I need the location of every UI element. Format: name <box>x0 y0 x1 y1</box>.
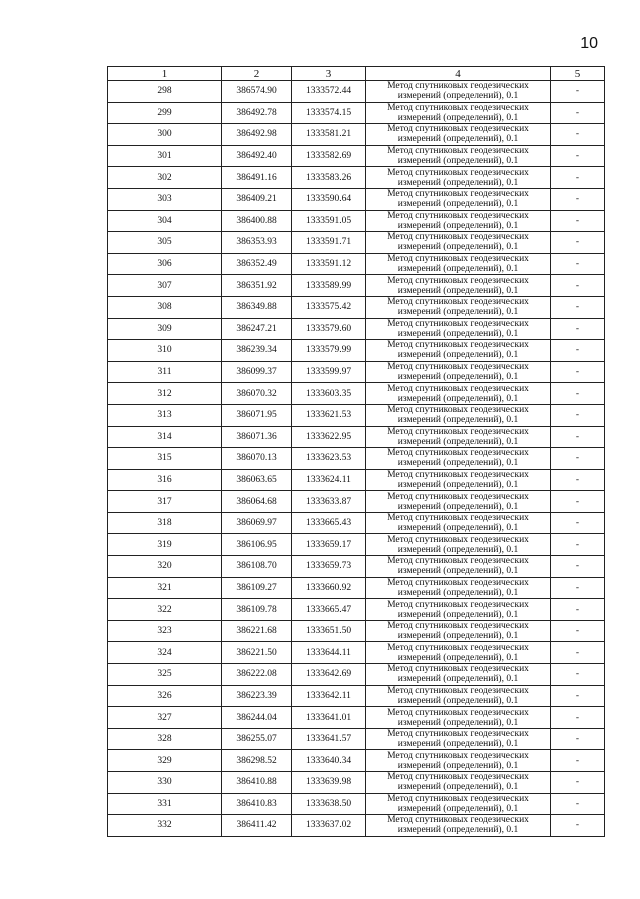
x-coordinate-cell: 386353.93 <box>222 232 292 254</box>
point-number-cell: 302 <box>108 167 222 189</box>
note-cell: - <box>551 728 605 750</box>
note-cell: - <box>551 232 605 254</box>
column-header-5: 5 <box>551 67 605 81</box>
note-cell: - <box>551 577 605 599</box>
table-row <box>108 232 605 254</box>
x-coordinate-cell: 386491.16 <box>222 167 292 189</box>
point-number-cell: 303 <box>108 188 222 210</box>
note-cell: - <box>551 772 605 794</box>
point-number-cell: 308 <box>108 296 222 318</box>
table-row <box>108 620 605 642</box>
x-coordinate-cell: 386492.98 <box>222 124 292 146</box>
point-number-cell: 317 <box>108 491 222 513</box>
method-cell: Метод спутниковых геодезических измерений (определений), 0.1 <box>366 167 551 189</box>
table-row <box>108 772 605 794</box>
x-coordinate-cell: 386298.52 <box>222 750 292 772</box>
y-coordinate-cell: 1333582.69 <box>292 145 366 167</box>
point-number-cell: 320 <box>108 556 222 578</box>
method-cell: Метод спутниковых геодезических измерений (определений), 0.1 <box>366 728 551 750</box>
point-number-cell: 300 <box>108 124 222 146</box>
table-row <box>108 815 605 837</box>
method-cell: Метод спутниковых геодезических измерений (определений), 0.1 <box>366 664 551 686</box>
y-coordinate-cell: 1333591.05 <box>292 210 366 232</box>
page-number: 10 <box>580 35 598 52</box>
method-cell: Метод спутниковых геодезических измерений (определений), 0.1 <box>366 188 551 210</box>
y-coordinate-cell: 1333589.99 <box>292 275 366 297</box>
method-cell: Метод спутниковых геодезических измерений (определений), 0.1 <box>366 81 551 103</box>
point-number-cell: 306 <box>108 253 222 275</box>
note-cell: - <box>551 469 605 491</box>
note-cell: - <box>551 318 605 340</box>
table-row <box>108 685 605 707</box>
point-number-cell: 324 <box>108 642 222 664</box>
table-row <box>108 145 605 167</box>
note-cell: - <box>551 642 605 664</box>
table-row <box>108 599 605 621</box>
x-coordinate-cell: 386255.07 <box>222 728 292 750</box>
x-coordinate-cell: 386109.27 <box>222 577 292 599</box>
note-cell: - <box>551 210 605 232</box>
y-coordinate-cell: 1333659.17 <box>292 534 366 556</box>
y-coordinate-cell: 1333591.12 <box>292 253 366 275</box>
y-coordinate-cell: 1333639.98 <box>292 772 366 794</box>
header-row <box>108 67 605 81</box>
note-cell: - <box>551 383 605 405</box>
point-number-cell: 315 <box>108 448 222 470</box>
column-header-2: 2 <box>222 67 292 81</box>
table-row <box>108 275 605 297</box>
note-cell: - <box>551 124 605 146</box>
point-number-cell: 328 <box>108 728 222 750</box>
x-coordinate-cell: 386106.95 <box>222 534 292 556</box>
x-coordinate-cell: 386064.68 <box>222 491 292 513</box>
note-cell: - <box>551 793 605 815</box>
point-number-cell: 330 <box>108 772 222 794</box>
coordinates-table <box>107 66 605 837</box>
y-coordinate-cell: 1333638.50 <box>292 793 366 815</box>
point-number-cell: 319 <box>108 534 222 556</box>
y-coordinate-cell: 1333622.95 <box>292 426 366 448</box>
note-cell: - <box>551 556 605 578</box>
method-cell: Метод спутниковых геодезических измерений (определений), 0.1 <box>366 318 551 340</box>
point-number-cell: 312 <box>108 383 222 405</box>
y-coordinate-cell: 1333665.43 <box>292 512 366 534</box>
table-row <box>108 728 605 750</box>
y-coordinate-cell: 1333633.87 <box>292 491 366 513</box>
note-cell: - <box>551 188 605 210</box>
method-cell: Метод спутниковых геодезических измерений (определений), 0.1 <box>366 210 551 232</box>
x-coordinate-cell: 386221.68 <box>222 620 292 642</box>
method-cell: Метод спутниковых геодезических измерений (определений), 0.1 <box>366 491 551 513</box>
note-cell: - <box>551 707 605 729</box>
table-row <box>108 664 605 686</box>
y-coordinate-cell: 1333590.64 <box>292 188 366 210</box>
y-coordinate-cell: 1333659.73 <box>292 556 366 578</box>
x-coordinate-cell: 386070.13 <box>222 448 292 470</box>
table-row <box>108 577 605 599</box>
table-row <box>108 750 605 772</box>
y-coordinate-cell: 1333624.11 <box>292 469 366 491</box>
method-cell: Метод спутниковых геодезических измерений (определений), 0.1 <box>366 253 551 275</box>
table-row <box>108 318 605 340</box>
note-cell: - <box>551 685 605 707</box>
point-number-cell: 304 <box>108 210 222 232</box>
note-cell: - <box>551 448 605 470</box>
method-cell: Метод спутниковых геодезических измерений (определений), 0.1 <box>366 642 551 664</box>
table-row <box>108 124 605 146</box>
point-number-cell: 329 <box>108 750 222 772</box>
note-cell: - <box>551 599 605 621</box>
method-cell: Метод спутниковых геодезических измерений (определений), 0.1 <box>366 815 551 837</box>
y-coordinate-cell: 1333603.35 <box>292 383 366 405</box>
y-coordinate-cell: 1333599.97 <box>292 361 366 383</box>
point-number-cell: 327 <box>108 707 222 729</box>
note-cell: - <box>551 815 605 837</box>
table-row <box>108 167 605 189</box>
x-coordinate-cell: 386239.34 <box>222 340 292 362</box>
table-row <box>108 469 605 491</box>
x-coordinate-cell: 386099.37 <box>222 361 292 383</box>
table-row <box>108 534 605 556</box>
method-cell: Метод спутниковых геодезических измерений (определений), 0.1 <box>366 340 551 362</box>
point-number-cell: 323 <box>108 620 222 642</box>
note-cell: - <box>551 534 605 556</box>
x-coordinate-cell: 386400.88 <box>222 210 292 232</box>
note-cell: - <box>551 275 605 297</box>
table-row <box>108 404 605 426</box>
table-row <box>108 253 605 275</box>
point-number-cell: 309 <box>108 318 222 340</box>
method-cell: Метод спутниковых геодезических измерений (определений), 0.1 <box>366 707 551 729</box>
y-coordinate-cell: 1333581.21 <box>292 124 366 146</box>
y-coordinate-cell: 1333579.99 <box>292 340 366 362</box>
y-coordinate-cell: 1333642.69 <box>292 664 366 686</box>
method-cell: Метод спутниковых геодезических измерений (определений), 0.1 <box>366 361 551 383</box>
note-cell: - <box>551 361 605 383</box>
method-cell: Метод спутниковых геодезических измерений (определений), 0.1 <box>366 534 551 556</box>
y-coordinate-cell: 1333642.11 <box>292 685 366 707</box>
note-cell: - <box>551 253 605 275</box>
method-cell: Метод спутниковых геодезических измерений (определений), 0.1 <box>366 404 551 426</box>
x-coordinate-cell: 386109.78 <box>222 599 292 621</box>
x-coordinate-cell: 386222.08 <box>222 664 292 686</box>
y-coordinate-cell: 1333665.47 <box>292 599 366 621</box>
y-coordinate-cell: 1333623.53 <box>292 448 366 470</box>
column-header-1: 1 <box>108 67 222 81</box>
method-cell: Метод спутниковых геодезических измерений (определений), 0.1 <box>366 750 551 772</box>
y-coordinate-cell: 1333644.11 <box>292 642 366 664</box>
x-coordinate-cell: 386410.88 <box>222 772 292 794</box>
x-coordinate-cell: 386409.21 <box>222 188 292 210</box>
x-coordinate-cell: 386349.88 <box>222 296 292 318</box>
point-number-cell: 322 <box>108 599 222 621</box>
y-coordinate-cell: 1333591.71 <box>292 232 366 254</box>
x-coordinate-cell: 386071.36 <box>222 426 292 448</box>
point-number-cell: 310 <box>108 340 222 362</box>
method-cell: Метод спутниковых геодезических измерений (определений), 0.1 <box>366 232 551 254</box>
note-cell: - <box>551 102 605 124</box>
table-row <box>108 340 605 362</box>
table-row <box>108 361 605 383</box>
table-row <box>108 642 605 664</box>
note-cell: - <box>551 750 605 772</box>
x-coordinate-cell: 386063.65 <box>222 469 292 491</box>
method-cell: Метод спутниковых геодезических измерений (определений), 0.1 <box>366 426 551 448</box>
method-cell: Метод спутниковых геодезических измерений (определений), 0.1 <box>366 448 551 470</box>
note-cell: - <box>551 340 605 362</box>
table-row <box>108 81 605 103</box>
point-number-cell: 301 <box>108 145 222 167</box>
x-coordinate-cell: 386351.92 <box>222 275 292 297</box>
method-cell: Метод спутниковых геодезических измерений (определений), 0.1 <box>366 577 551 599</box>
method-cell: Метод спутниковых геодезических измерений (определений), 0.1 <box>366 383 551 405</box>
column-header-3: 3 <box>292 67 366 81</box>
y-coordinate-cell: 1333583.26 <box>292 167 366 189</box>
note-cell: - <box>551 296 605 318</box>
method-cell: Метод спутниковых геодезических измерений (определений), 0.1 <box>366 685 551 707</box>
x-coordinate-cell: 386223.39 <box>222 685 292 707</box>
point-number-cell: 316 <box>108 469 222 491</box>
point-number-cell: 314 <box>108 426 222 448</box>
x-coordinate-cell: 386411.42 <box>222 815 292 837</box>
x-coordinate-cell: 386410.83 <box>222 793 292 815</box>
x-coordinate-cell: 386071.95 <box>222 404 292 426</box>
y-coordinate-cell: 1333575.42 <box>292 296 366 318</box>
note-cell: - <box>551 664 605 686</box>
x-coordinate-cell: 386247.21 <box>222 318 292 340</box>
y-coordinate-cell: 1333640.34 <box>292 750 366 772</box>
table-row <box>108 210 605 232</box>
point-number-cell: 325 <box>108 664 222 686</box>
x-coordinate-cell: 386069.97 <box>222 512 292 534</box>
table-row <box>108 556 605 578</box>
point-number-cell: 307 <box>108 275 222 297</box>
note-cell: - <box>551 491 605 513</box>
method-cell: Метод спутниковых геодезических измерений (определений), 0.1 <box>366 145 551 167</box>
table-row <box>108 448 605 470</box>
point-number-cell: 311 <box>108 361 222 383</box>
note-cell: - <box>551 620 605 642</box>
note-cell: - <box>551 512 605 534</box>
table-row <box>108 491 605 513</box>
column-header-4: 4 <box>366 67 551 81</box>
point-number-cell: 321 <box>108 577 222 599</box>
point-number-cell: 318 <box>108 512 222 534</box>
x-coordinate-cell: 386244.04 <box>222 707 292 729</box>
y-coordinate-cell: 1333651.50 <box>292 620 366 642</box>
y-coordinate-cell: 1333637.02 <box>292 815 366 837</box>
note-cell: - <box>551 81 605 103</box>
y-coordinate-cell: 1333641.01 <box>292 707 366 729</box>
x-coordinate-cell: 386070.32 <box>222 383 292 405</box>
table-row <box>108 102 605 124</box>
note-cell: - <box>551 426 605 448</box>
y-coordinate-cell: 1333621.53 <box>292 404 366 426</box>
method-cell: Метод спутниковых геодезических измерений (определений), 0.1 <box>366 599 551 621</box>
table-row <box>108 426 605 448</box>
x-coordinate-cell: 386221.50 <box>222 642 292 664</box>
method-cell: Метод спутниковых геодезических измерений (определений), 0.1 <box>366 772 551 794</box>
y-coordinate-cell: 1333579.60 <box>292 318 366 340</box>
note-cell: - <box>551 145 605 167</box>
point-number-cell: 326 <box>108 685 222 707</box>
point-number-cell: 305 <box>108 232 222 254</box>
point-number-cell: 298 <box>108 81 222 103</box>
table-row <box>108 296 605 318</box>
x-coordinate-cell: 386108.70 <box>222 556 292 578</box>
method-cell: Метод спутниковых геодезических измерений (определений), 0.1 <box>366 275 551 297</box>
method-cell: Метод спутниковых геодезических измерений (определений), 0.1 <box>366 512 551 534</box>
y-coordinate-cell: 1333660.92 <box>292 577 366 599</box>
table-row <box>108 707 605 729</box>
point-number-cell: 299 <box>108 102 222 124</box>
method-cell: Метод спутниковых геодезических измерений (определений), 0.1 <box>366 793 551 815</box>
note-cell: - <box>551 167 605 189</box>
method-cell: Метод спутниковых геодезических измерений (определений), 0.1 <box>366 296 551 318</box>
method-cell: Метод спутниковых геодезических измерений (определений), 0.1 <box>366 620 551 642</box>
table-row <box>108 793 605 815</box>
method-cell: Метод спутниковых геодезических измерений (определений), 0.1 <box>366 124 551 146</box>
note-cell: - <box>551 404 605 426</box>
table-row <box>108 383 605 405</box>
table-row <box>108 512 605 534</box>
method-cell: Метод спутниковых геодезических измерений (определений), 0.1 <box>366 102 551 124</box>
method-cell: Метод спутниковых геодезических измерений (определений), 0.1 <box>366 556 551 578</box>
x-coordinate-cell: 386492.78 <box>222 102 292 124</box>
point-number-cell: 331 <box>108 793 222 815</box>
y-coordinate-cell: 1333572.44 <box>292 81 366 103</box>
x-coordinate-cell: 386352.49 <box>222 253 292 275</box>
y-coordinate-cell: 1333574.15 <box>292 102 366 124</box>
method-cell: Метод спутниковых геодезических измерений (определений), 0.1 <box>366 469 551 491</box>
table-row <box>108 188 605 210</box>
point-number-cell: 332 <box>108 815 222 837</box>
y-coordinate-cell: 1333641.57 <box>292 728 366 750</box>
x-coordinate-cell: 386574.90 <box>222 81 292 103</box>
point-number-cell: 313 <box>108 404 222 426</box>
x-coordinate-cell: 386492.40 <box>222 145 292 167</box>
